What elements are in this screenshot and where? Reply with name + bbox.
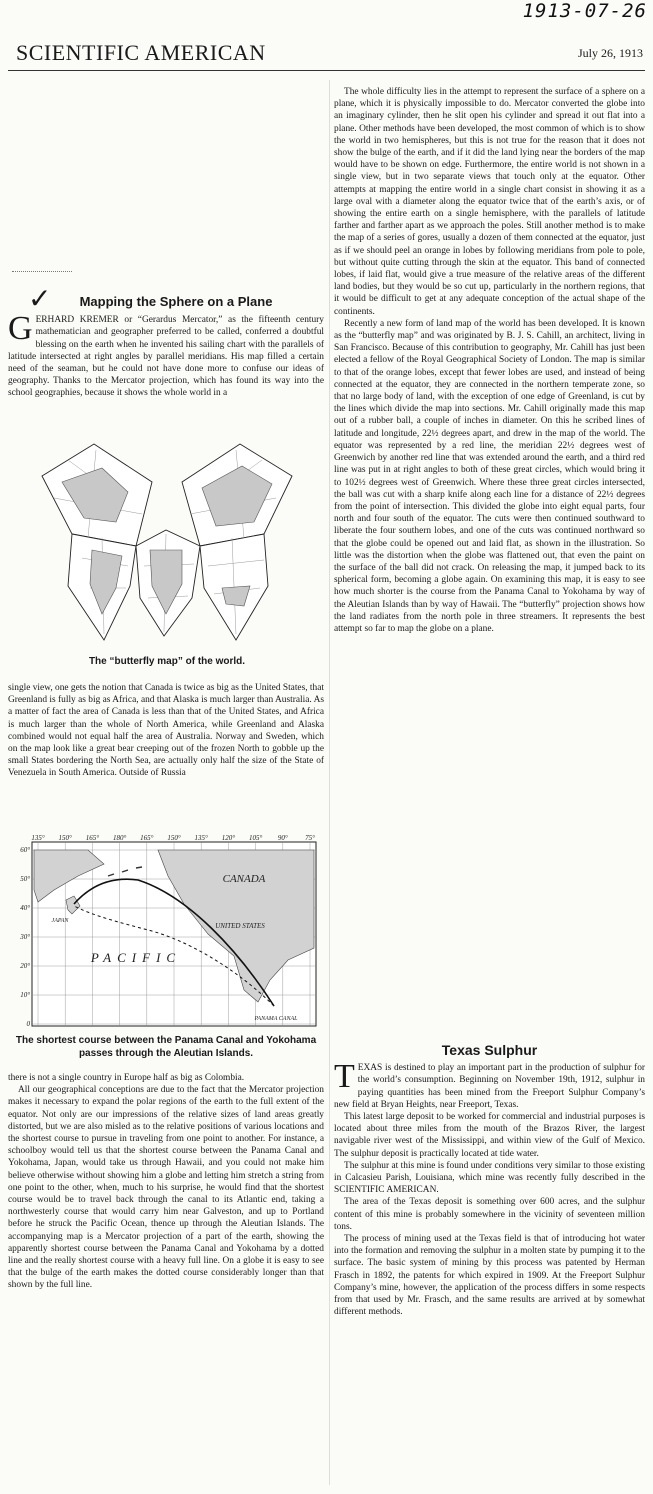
mercator-course-map [8,830,324,1030]
article1-paragraph-3: All our geographical conceptions are due to the fact that the Mercator projection makes it necessary to expand the polar regions of the earth to the full extent of the equator. Not only are our impressions of the relative sizes of land areas greatly distorted, but we are also misled as to the relative positions of various locations and the shortest course to pursue in traveling from one point to another. For instance, a schoolboy would tell us that the shortest course between the Panama Canal and Yokohama, Japan, would take us through Hawaii, and you could not make him believe otherwise without showing him a globe and letting him stretch a string from one point to the other, when, much to his surprise, he would find that the shortest course would be to travel back through the canal to its Atlantic end, taking a northwesterly course that would carry him near Galveston, and up to Portland before he struck the Pacific Ocean, thence up through the Aleutian Islands. The accompanying map is a Mercator projection of a part of the earth, showing the apparently shortest course between the Panama Canal and Yokohama by a dotted line and the really shortest course with a heavy full line. On a globe it is easy to see that the bulge of the earth makes the dotted course considerably longer than that shown by the full line. [8,1085,324,1291]
longitude-label: 165° [85,834,100,842]
article1-lower-text [8,1072,324,1492]
handwritten-date-annotation: 1913-07-26 [522,0,647,22]
region-label-canada: CANADA [222,873,266,885]
longitude-label: 165° [140,834,154,842]
longitude-label: 105° [248,834,263,842]
region-label-panama-canal: PANAMA CANAL [254,1016,298,1022]
longitude-label: 135° [194,834,208,842]
article2-paragraph-5: The process of mining used at the Texas field is that of introducing hot water into the formation and removing the sulphur in a molten state by pumping it to the surface. The basic system of mining by this process was patented by Herman Frasch in 1892, the patents for which expired in 1909. At the Freeport Sulphur Company’s mine, however, the application of the process differs in some respects from that used by Mr. Frasch, and the same results are arrived at by somewhat different methods. [334,1234,645,1318]
latitude-label: 0 [26,1020,30,1028]
magazine-title: SCIENTIFIC AMERICAN [16,40,266,65]
article2-dropcap: T [334,1058,355,1096]
article1-opening [8,296,324,426]
longitude-label: 75° [305,834,315,842]
dotted-rule [12,271,72,272]
latitude-label: 60° [20,846,30,854]
butterfly-map-figure [32,438,300,646]
article2-title: Texas Sulphur [441,1044,538,1058]
article1-paragraph-4: The whole difficulty lies in the attempt to represent the surface of a sphere on a plane, which it is physically impossible to do. Mercator converted the globe into an imaginary cylinder, then he slit open his cylinder and spread it out flat into a plane. Other methods have been developed, the most common of which is to show the world in two hemispheres, but this is not true for the reason that it does not show the bulge of the earth, and if it did the land lying near the borders of the map would have to be shown on edge. Furthermore, the entire world is not shown in a single view, but in two separate views that touch only at the equator. Other attempts at mapping the entire world in a single chart consist in showing it as a large oval with a diameter along the equator twice that of the earth’s axis, or of showing the entire earth on a single hemisphere, with the parallels of latitude farther and farther apart as we approach the poles. Still another method is to make the map of a series of gores, usually a dozen of them connected at the equator, just as if we should peel an orange in lobes by following meridians from pole to pole, but without quite cutting through the skin at the equator. This band of connected lobes, if laid flat, would give a true measure of the relative areas of the different land bodies, but they would be so cut up, particularly in the northern regions, that it would be difficult to get at any adequate conception of the actual shape of the continents. [334,87,645,317]
article1-paragraph-5: Recently a new form of land map of the world has been developed. It is known as the “butterfly map” and was originated by B. J. S. Cahill, an architect, living in San Francisco. Because of this contribution to geography, Mr. Cahill has just been elected a fellow of the Royal Geographical Society of London. The map is similar to that of the orange lobes, except that fewer lobes are used, and instead of being connected at the equator, they are connected in the northern temperate zone, so that no large body of land, with the exception of one edge of Greenland, is cut by the lines which divide the map into sections. Mr. Cahill originally made this map out of a rubber ball, a couple of inches in diameter. On this he scribed lines of latitude and longitude, 22½ degrees apart, and drew in the map of the world. The equator was represented by a red line, the meridian 22½ degrees west of Greenwich by another red line that was extended around the earth, and a third red line was put in at right angles to both of these great circles, which would bring it to 102½ degrees west of Greenwich. Where these three great circles intersected, the ball was cut with a sharp knife along each line for a distance of 22½ degrees from the point of intersection. This divided the globe into eight equal parts, four north and four south of the equator. The cuts were then continued southward to liberate the four southern lobes, and one of the cuts was continued northward so that the globe could be opened out and laid flat, as shown in the illustration. So little was the distortion when the globe was flattened out, that even the paint on the surface of the ball did not crack. On releasing the map, it jumped back to its spherical form, becoming a globe again. On examining this map, it is easy to see how much shorter is the course from the Panama Canal to Yokohama by way of the Aleutian Islands than by way of Hawaii. The “butterfly” projection shows how the land radiates from the north pole in three streamers. It represents the best attempt so far to map the globe on a plane. [334,318,645,634]
article2-paragraph-2: This latest large deposit to be worked for commercial and industrial purposes is located about three miles from the mouth of the Brazos River, the largest navigable river west of the Mississippi, and within view of the Gulf of Mexico. The sulphur deposit is practically located at tide water. [334,1112,645,1159]
article1-dropcap: G [8,310,33,348]
article1-paragraph-1-cont: single view, one gets the notion that Canada is twice as big as the United States, that Greenland is fully as big as Africa, and that Alaska is much larger than Australia. As a matter of fact the area of Canada is less than that of the United States, and Africa is much larger than the whole of North America, while Greenland and Alaska combined would not equal half the area of Australia. Norway and Sweden, which on the map look like a great bear creeping out of the frozen North to gobble up the small States bordering the North Sea, are actually only half the size of the State of Venezuela in South America. Outside of Russia [8,683,324,779]
longitude-label: 120° [221,834,236,842]
latitude-label: 20° [20,962,30,970]
region-label-united-states: UNITED STATES [215,922,265,930]
article2-paragraph-1: TEXAS is destined to play an important part in the production of sulphur for the world’s consumption. Beginning on November 19th, 1912, sulphur in paying quantities has been mined from the Freeport Sulphur Company’s new field at Bryan Heights, near Freeport, Texas. [334,1058,645,1110]
longitude-label: 150° [58,834,72,842]
latitude-label: 50° [20,875,30,883]
article1-title: Mapping the Sphere on a Plane [79,296,273,309]
article2-paragraph-3: The sulphur at this mine is found under conditions very similar to those existing in Calcasieu Parish, Louisiana, which mine was recently fully described in the SCIENTIFIC AMERICAN. [334,1160,645,1196]
region-label-japan: JAPAN [51,918,69,924]
article1-paragraph-2: there is not a single country in Europe half as big as Colombia. [8,1073,245,1083]
longitude-label: 150° [167,834,181,842]
latitude-label: 10° [20,991,30,999]
mercator-map-caption: The shortest course between the Panama Canal and Yokohama passes through the Aleutian Islands. [15,1035,317,1059]
article1-continuation [8,682,324,818]
article1-right-column [334,86,645,1034]
butterfly-map-caption: The “butterfly map” of the world. [88,656,246,667]
longitude-label: 90° [277,834,288,842]
region-label-pacific: PACIFIC [90,950,182,965]
latitude-label: 40° [20,904,30,912]
masthead [8,40,645,71]
longitude-label: 135° [31,834,45,842]
article2-paragraph-4: The area of the Texas deposit is something over 600 acres, and the sulphur content of this mine is probably somewhere in the vicinity of seventeen million tons. [334,1197,645,1232]
article1-paragraph-1: GERHARD KREMER or “Gerardus Mercator,” as the fifteenth century mathematician and geographer preferred to be called, conferred a doubtful blessing on the earth when he invented his sailing chart with the parallels of latitude intersected at right angles by parallel meridians. His map filled a certain need of the seaman, but he could not have done more to confuse our ideas of geography. Thanks to the Mercator projection, which has found its way into the school geographies, because it shows the whole world in a [8,310,324,399]
issue-date: July 26, 1913 [577,46,643,60]
longitude-label: 180° [112,834,127,842]
article2 [334,1044,645,1490]
check-mark-icon: ✓ [28,282,52,315]
latitude-label: 30° [20,933,30,941]
column-divider [329,80,330,1485]
